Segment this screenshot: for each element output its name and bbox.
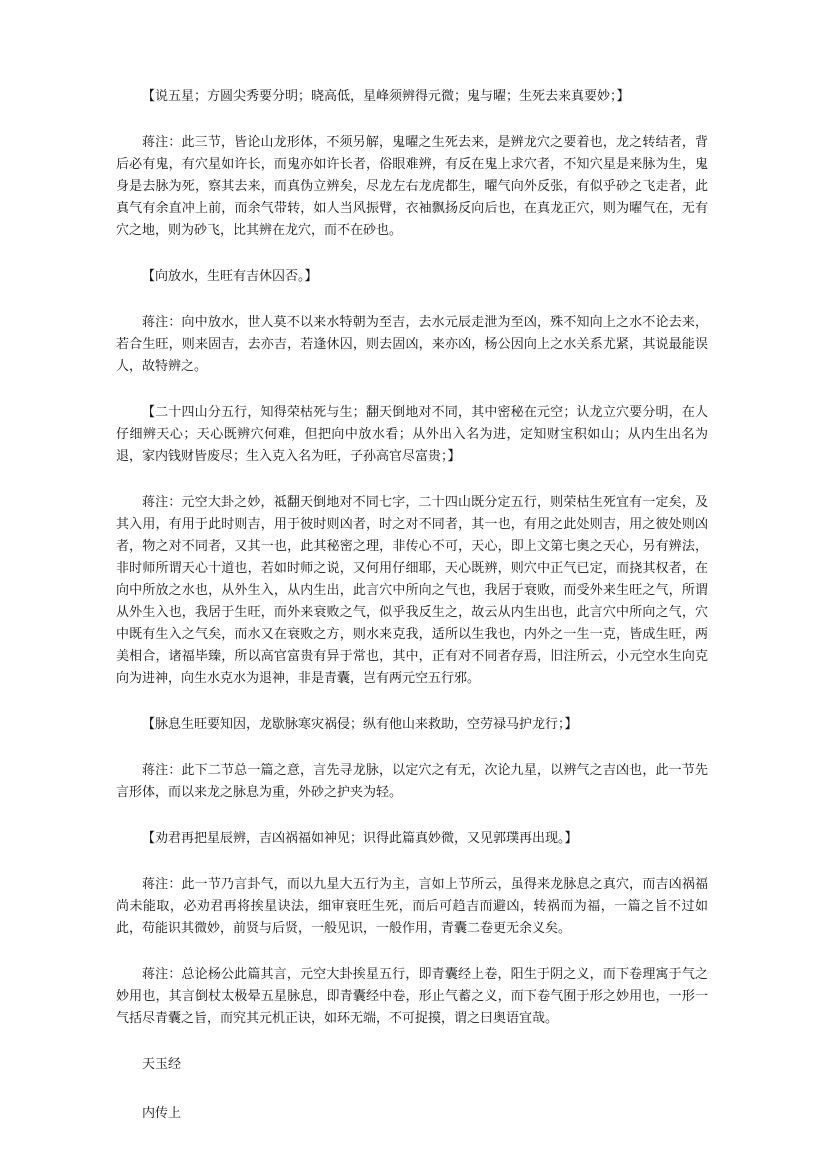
commentary-paragraph: 蒋注：此三节，皆论山龙形体，不须另解，鬼曜之生死去来，是辨龙穴之要着也，龙之转结者，背后必有鬼，有穴星如许长，而鬼亦如许长者，俗眼难辨，有反在鬼上求穴者，不知穴星是来脉为生，鬼身是去脉为死，察其去来，而真伪立辨矣，尽龙左右龙虎都生，曜气向外反张，有似乎砂之飞走者，此真气有余直冲上前，而余气带转，如人当风振臂，衣袖飘扬反向后也，在真龙正穴，则为曜气在，无有穴之地，则为砂飞，比其辨在龙穴，而不在砂也。 xyxy=(116,135,708,238)
commentary-paragraph: 蒋注：向中放水，世人莫不以来水特朝为至吉，去水元辰走泄为至凶，殊不知向上之水不论去来，若合生旺，则来固吉，去亦吉，若逢休囚，则去固凶，来亦凶，杨公因向上之水关系尤紧，其说最能误人，故特辨之。 xyxy=(116,315,708,374)
verse-paragraph: 【二十四山分五行，知得荣枯死与生；翻天倒地对不同，其中密秘在元空；认龙立穴要分明，在人仔细辨天心；天心既辨穴何难，但把向中放水看；从外出入名为进，定知财宝积如山；从内生出名为退，家内钱财皆废尽；生入克入名为旺，子孙高官尽富贵；】 xyxy=(116,405,708,464)
commentary-paragraph: 蒋注：此下二节总一篇之意，言先寻龙脉，以定穴之有无，次论九星，以辨气之吉凶也，此一节先言形体，而以来龙之脉息为重，外砂之护夹为轻。 xyxy=(116,763,708,800)
commentary-paragraph: 蒋注：元空大卦之妙，祗翻天倒地对不同七字，二十四山既分定五行，则荣枯生死宜有一定矣，及其入用，有用于此时则吉，用于彼时则凶者，时之对不同者，其一也，有用之此处则吉，用之彼处则凶者，物之对不同者，又其一也，此其秘密之理，非传心不可，天心，即上文第七奥之天心，另有辨法，非时师所谓天心十道也，若如时师之说，又何用仔细耶，天心既辨，则穴中正气已定，而挠其权者，在向中所放之水也，从外生入，从内生出，此言穴中所向之气也，我居于衰败，而受外来生旺之气，所谓从外生入也，我居于生旺，而外来衰败之气，似乎我反生之，故云从内生出也，此言穴中所向之气，穴中既有生入之气矣，而水又在衰败之方，则水来克我，适所以生我也，内外之一生一克，皆成生旺，两美相合，诸福毕臻，所以高官富贵有异于常也，其中，正有对不同者存焉，旧注所云，小元空水生向克向为进神，向生水克水为退神，非是青囊，岂有两元空五行邪。 xyxy=(116,495,708,686)
commentary-paragraph: 蒋注：总论杨公此篇其言，元空大卦挨星五行，即青囊经上卷，阳生于阴之义，而下卷理寓于气之妙用也，其言倒杖太极晕五星脉息，即青囊经中卷，形止气蓄之义，而下卷气囿于形之妙用也，一形一气括尽青囊之旨，而究其元机正诀，如环无端，不可捉摸，谓之曰奥语宜哉。 xyxy=(116,967,708,1026)
verse-paragraph: 【劝君再把星辰辨，吉凶祸福如神见；识得此篇真妙微，又见郭璞再出现。】 xyxy=(142,831,578,846)
document-page xyxy=(116,86,708,1152)
section-title: 天玉经 xyxy=(142,1057,182,1072)
commentary-paragraph: 蒋注：此一节乃言卦气，而以九星大五行为主，言如上节所云，虽得来龙脉息之真穴，而吉凶祸福尚未能取，必劝君再将挨星诀法，细审衰旺生死，而后可趋吉而避凶，转祸而为福，一篇之旨不过如此，苟能识其微妙，前贤与后贤，一般见识，一般作用，青囊二卷更无余义矣。 xyxy=(116,877,708,936)
verse-paragraph: 【向放水，生旺有吉休囚否。】 xyxy=(142,269,318,284)
verse-paragraph: 【说五星；方圆尖秀要分明；晓高低，星峰须辨得元微；鬼与曜；生死去来真要妙；】 xyxy=(142,89,630,104)
section-subtitle: 内传上 xyxy=(142,1106,182,1121)
verse-paragraph: 【脉息生旺要知因，龙歇脉寒灾祸侵；纵有他山来救助，空劳禄马护龙行；】 xyxy=(142,717,578,732)
